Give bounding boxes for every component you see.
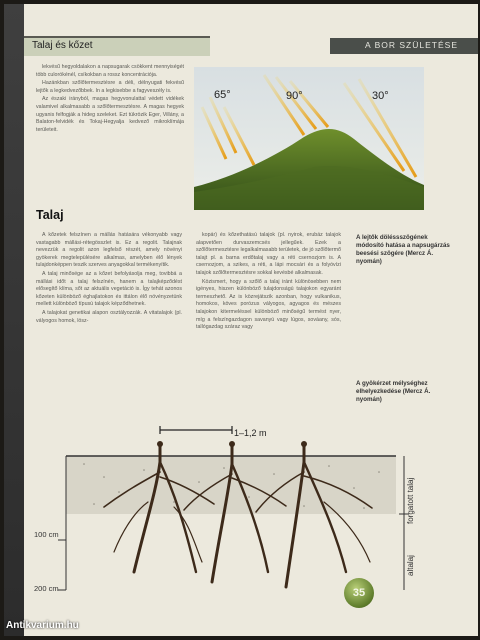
- paragraph: Hazánkban szőlőtermesztésre a déli, délnyugati fekvésű lejtők a legkedvezőbbek. In a legkisebbe a fagyveszély is.: [36, 80, 184, 94]
- paragraph: A kőzetek felszínen a mállás hatására vékonyabb vagy vastagabb mállási-rétegösszlet is. Ez a regolit. Talajnak nevezzük a regolit azon legfelső részét, amely növényi gyökerek megtelepülésére alkalmas, amelyben élő lények tulajdonképpen teszik szerves anyagokkal termékenyítik.: [36, 232, 182, 269]
- paragraph: kopár) és kőzethatású talajok (pl. nyirok, erubáz talajok alapvetően durvaszemcsés jellegűek. Ezek a szőlőtermesztésre legalkalmasabb területek, de jó szőlőtermő talajt pl. a barna erdőtalaj vagy a réti csernozjom is. A csernozjom, a szikes, a réti, a lápi mocsári és a folyóvízi talajok szőlőtermesztésre sokkal kevésbé alkalmasak.: [196, 232, 341, 276]
- section-heading: Talaj: [36, 208, 64, 222]
- lower-layer-label: altalaj: [406, 555, 415, 576]
- angle-label: 65°: [214, 89, 231, 101]
- root-depth-diagram: [24, 422, 464, 602]
- roots-caption: A gyökérzet mélységhez elhelyezkedése (Mercz Á. nyomán): [356, 380, 431, 403]
- watermark: Antikvarium.hu: [6, 620, 79, 631]
- paragraph: Az északi irányból, magas hegyvonulattal védett vidékek valamivel alkalmasabb a szőlőtermesztésre. A magas hegyek ugyanis felfogják a hideg szeleket. Ezt tükrözik Eger, Villány, a Balaton-felvidék és Tokaj-Hegyalja kedvező mikroklímája területeit.: [36, 96, 184, 133]
- slope-sunlight-illustration: [194, 67, 424, 210]
- running-head-bar: [330, 38, 478, 54]
- soil-column-left: [36, 232, 182, 326]
- section-title: Talaj és kőzet: [32, 40, 93, 51]
- angle-label: 30°: [372, 90, 389, 102]
- upper-layer-label: forgatott talaj: [406, 477, 415, 524]
- intro-column: [36, 64, 184, 135]
- row-spacing-label: 1–1,2 m: [234, 428, 267, 438]
- book-page: [4, 4, 478, 636]
- section-header: [24, 36, 210, 56]
- slope-caption: A lejtők döléssszögének módosító hatása a napsugárzás beesési szögére (Mercz Á. nyomán): [356, 234, 450, 265]
- paragraph: Közismert, hogy a szőlő a talaj iránt különösebben nem igényes, hiszen különböző tulajdonságú talajokon egyaránt termeszhető. Az is közrejátszik azonban, hogy vulkanikus, homokos, köves porózus vályogos, agyagos és mészes talajokon kitermeléssel különböző minőségű termést nyer, míg a felszíngazdagon savanyú vagy lúgos, sováany, sós, tallógazdag száraz vagy: [196, 278, 341, 331]
- paragraph: lekvésű hegyoldalakon a napsugarak csökkent mennyiségét több culorókénél, csíkokban a rossz koncentrációja.: [36, 64, 184, 78]
- paragraph: A talajokat genetikai alapon osztályozzák. A vitatalajok (pl. vályogos homok, lösz-: [36, 309, 182, 324]
- page-number-badge: 35: [344, 578, 374, 608]
- depth-label: 100 cm: [34, 530, 59, 539]
- paragraph: A talaj minősége az a kőzet befolyásolja meg, tovibbá a mállási időt a talaj felszínén, hanem a talajképződést elősegítő klíma, sőt az aktuális vegetáció is. Így tehát azonos kőzeten különböző éghajlatokon és ittálon élő növényzetünk mellett különböző típusú talajok képződhetnek.: [36, 270, 182, 308]
- angle-label: 90°: [286, 90, 303, 102]
- soil-column-right: [196, 232, 341, 333]
- depth-label: 200 cm: [34, 584, 59, 593]
- page-edge-bar: [4, 4, 24, 636]
- running-head: A BOR SZÜLETÉSE: [365, 40, 458, 50]
